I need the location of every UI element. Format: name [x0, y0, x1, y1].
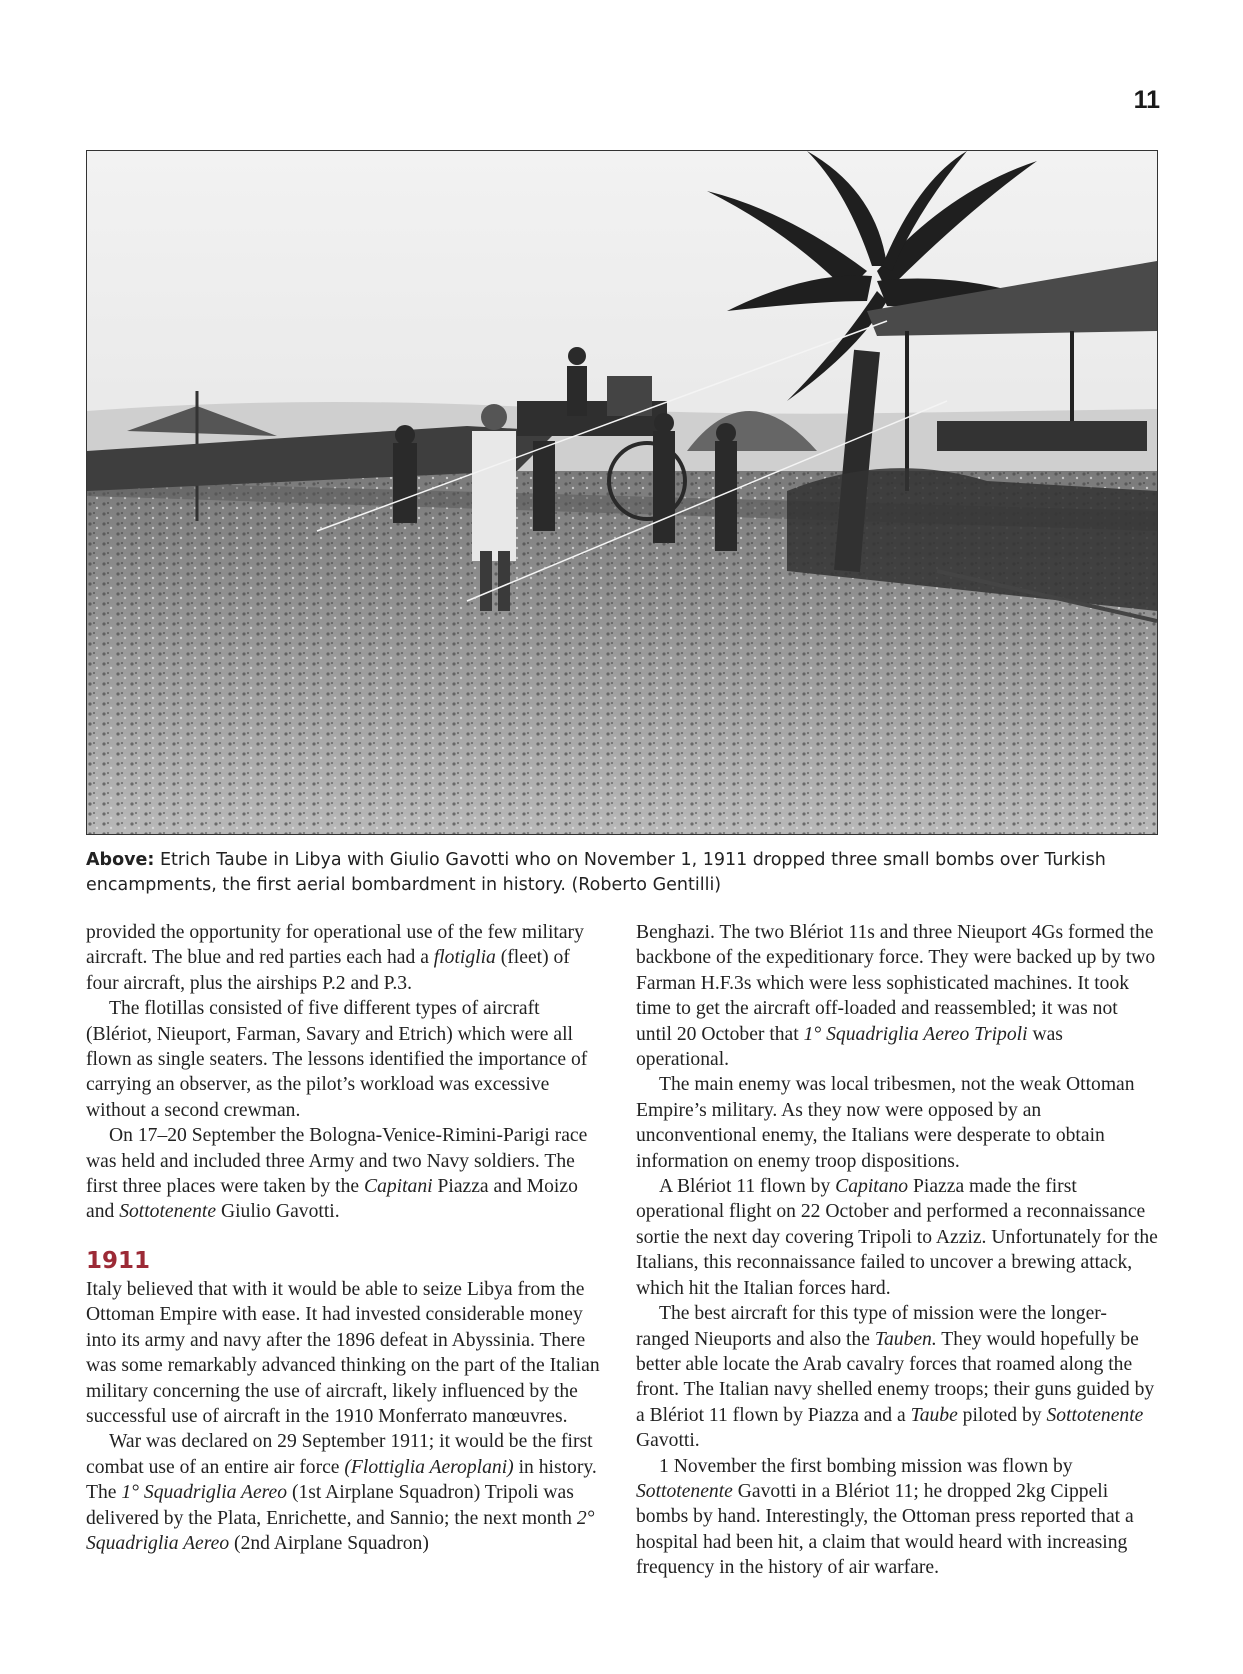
paragraph: Benghazi. The two Blériot 11s and three Nieuport 4Gs formed the backbone of the expeditionary force. They were backed up by two Farman H.F.3s which were less sophisticated machines. It took time to get the aircraft off-loaded and reassembled; it was not until 20 October that 1° Squadriglia Aereo Tripoli was operational. — [636, 922, 1156, 1071]
section-heading: 1911 — [86, 1247, 151, 1274]
paragraph: Italy believed that with it would be able to seize Libya from the Ottoman Empire with ease. It had invested considerable money into its army and navy after the 1896 defeat in Abyssinia. There was some remarkably advanced thinking on the part of the Italian military concerning the use of aircraft, likely influenced by the successful use of aircraft in the 1910 Monferrato manœuvres. — [86, 1278, 600, 1427]
paragraph: On 17–20 September the Bologna-Venice-Rimini-Parigi race was held and included three Army and two Navy soldiers. The first three places were taken by the Capitani Piazza and Moizo and Sottotenente Giulio Gavotti. — [86, 1125, 588, 1223]
paragraph: provided the opportunity for operational use of the few military aircraft. The blue and red parties each had a flotiglia (fleet) of four aircraft, plus the airships P.2 and P.3. — [86, 922, 584, 994]
caption-text: Etrich Taube in Libya with Giulio Gavotti who on November 1, 1911 dropped three small bombs over Turkish encampments, the first aerial bombardment in history. (Roberto Gentilli) — [86, 850, 1106, 895]
page-number: 11 — [1133, 86, 1160, 114]
photo-etrich-taube-libya — [86, 150, 1158, 835]
paragraph: The main enemy was local tribesmen, not the weak Ottoman Empire’s military. As they now were opposed by an unconventional enemy, the Italians were desperate to obtain information on enemy troop dispositions. — [636, 1074, 1135, 1172]
paragraph: The best aircraft for this type of mission were the longer-ranged Nieuports and also the Tauben. They would hopefully be better able locate the Arab cavalry forces that roamed along the front. The Italian navy shelled enemy troops; their guns guided by a Blériot 11 flown by Piazza and a Taube piloted by Sottotenente Gavotti. — [636, 1303, 1155, 1452]
left-column — [86, 920, 606, 1556]
right-column — [636, 920, 1158, 1581]
caption-label: Above: — [86, 850, 155, 870]
paragraph: A Blériot 11 flown by Capitano Piazza made the first operational flight on 22 October and performed a reconnaissance sortie the next day covering Tripoli to Azziz. Unfortunately for the Italians, this reconnaissance failed to uncover a brewing attack, which hit the Italian forces hard. — [636, 1176, 1158, 1299]
paragraph: 1 November the first bombing mission was flown by Sottotenente Gavotti in a Blériot 11; he dropped 2kg Cippeli bombs by hand. Interestingly, the Ottoman press reported that a hospital had been hit, a claim that would heard with increasing frequency in the history of air warfare. — [636, 1455, 1134, 1579]
paragraph: War was declared on 29 September 1911; it would be the first combat use of an entire air force (Flottiglia Aeroplani) in history. The 1° Squadriglia Aereo (1st Airplane Squadron) Tripoli was delivered by the Plata, Enrichette, and Sannio; the next month 2° Squadriglia Aereo (2nd Airplane Squadron) — [86, 1431, 597, 1554]
paragraph: The flotillas consisted of five different types of aircraft (Blériot, Nieuport, Farman, Savary and Etrich) which were all flown as single seaters. The lessons identified the importance of carrying an observer, as the pilot’s workload was excessive without a second crewman. — [86, 998, 588, 1121]
historic-photo-icon — [87, 151, 1157, 834]
photo-caption — [86, 848, 1158, 898]
